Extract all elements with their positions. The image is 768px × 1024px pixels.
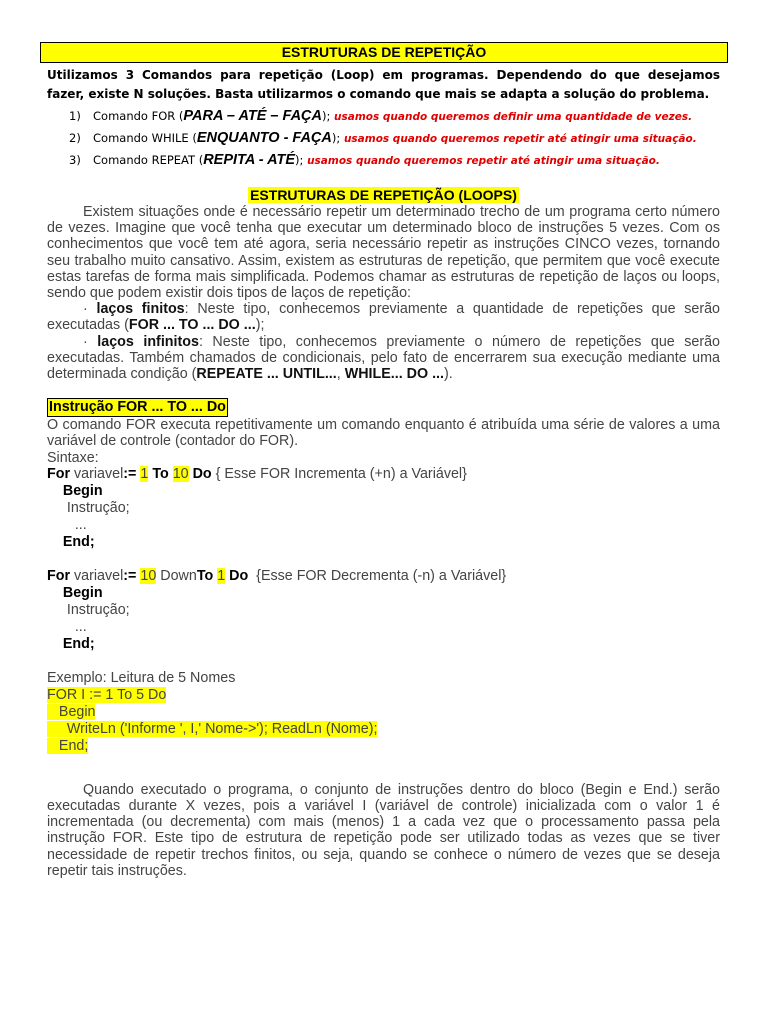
- command-number: 1): [69, 109, 81, 123]
- example-code-line: Begin: [47, 703, 96, 720]
- code-begin: Begin: [62, 584, 103, 601]
- command-prefix: Comando WHILE (: [93, 131, 197, 145]
- infinite-loops-end: ).: [444, 366, 453, 383]
- code-ellipsis: ...: [74, 516, 87, 533]
- for-description: O comando FOR executa repetitivamente um comando enquanto é atribuída uma série de valores a uma variável de controle (contador do FOR).: [47, 417, 720, 450]
- loops-paragraph: Existem situações onde é necessário repetir um determinado trecho de um programa certo número de vezes. Imagine que você tenha que executar um determinado bloco de instruções 5 vezes. Com os conhecimentos que você tem até agora, seria necessário repetir as instruções CINCO vezes, tornando seu trabalho muito cansativo. Assim, existem as estruturas de repetição, que permitem que você execute estas tarefas de forma mais simplificada. Podemos chamar as estruturas de repetição de laços ou loops, sendo que podem existir dois tipos de laços de repetição:: [47, 204, 720, 302]
- code-start-value: 10: [140, 567, 157, 584]
- document-page: [47, 42, 720, 879]
- command-suffix: );: [295, 153, 304, 167]
- infinite-loops-term: laços infinitos: [97, 333, 199, 350]
- code-assign: :=: [123, 465, 137, 482]
- infinite-loops-item: [47, 334, 720, 383]
- command-item-for: [69, 106, 720, 128]
- command-list: [47, 106, 720, 172]
- bullet: ·: [83, 301, 97, 318]
- final-paragraph: Quando executado o programa, o conjunto de instruções dentro do bloco (Begin e End.) serão executadas durante X vezes, pois a variável I (variável de controle) inicializada com o valor 1 é incrementada (ou decrementa) com mais (menos) 1 a cada vez que o processamento passa pela instrução FOR. Este tipo de estrutura de repetição pode ser utilizado todas as vezes que se tiver necessidade de repetir trechos finitos, ou seja, quando se conhece o número de vezes que se deseja repetir tais instruções.: [47, 781, 720, 879]
- code-assign: :=: [123, 567, 137, 584]
- code-comment: {Esse FOR Decrementa (-n) a Variável}: [248, 567, 507, 584]
- command-keyword: REPITA - ATÉ: [203, 152, 296, 168]
- command-item-while: [69, 128, 720, 150]
- finite-loops-code: FOR ... TO ... DO ...: [128, 317, 256, 334]
- finite-loops-item: [47, 301, 720, 333]
- command-keyword: ENQUANTO - FAÇA: [196, 130, 332, 146]
- code-end: End;: [62, 533, 95, 550]
- code-begin: Begin: [62, 482, 103, 499]
- intro-paragraph: Utilizamos 3 Comandos para repetição (Loop) em programas. Dependendo do que desejamos fazer, existe N soluções. Basta utilizarmos o comando que mais se adapta a solução do problema.: [47, 68, 720, 101]
- command-note: usamos quando queremos repetir até atingir uma situação.: [307, 155, 660, 167]
- bullet: ·: [83, 333, 98, 350]
- main-title: ESTRUTURAS DE REPETIÇÃO: [40, 42, 728, 63]
- syntax-label: Sintaxe:: [47, 449, 99, 466]
- finite-loops-text: : Neste tipo, conhecemos previamente a quantidade de repetições que serão executadas (: [47, 301, 721, 334]
- command-suffix: );: [321, 109, 331, 123]
- code-keyword-to: To: [196, 567, 214, 584]
- code-keyword-to: To: [152, 465, 169, 482]
- code-comment: { Esse FOR Incrementa (+n) a Variável}: [211, 465, 467, 482]
- finite-loops-term: laços finitos: [96, 301, 185, 318]
- infinite-loops-text: : Neste tipo, conhecemos previamente o número de repetições que serão executadas. Também chamados de condicionais, pelo fato de encerrarem sua execução mediante uma determinada condição (: [47, 333, 720, 383]
- code-keyword-for: For: [47, 567, 71, 584]
- code-start-value: 1: [140, 465, 149, 482]
- example-code-line: WriteLn ('Informe ', I,' Nome->'); ReadLn (Nome);: [47, 720, 378, 737]
- code-end-value: 10: [172, 465, 189, 482]
- command-suffix: );: [331, 131, 341, 145]
- example-label: Exemplo: Leitura de 5 Nomes: [47, 669, 236, 686]
- code-keyword-for: For: [47, 465, 71, 482]
- for-increment-syntax: [47, 466, 720, 551]
- command-number: 3): [69, 153, 81, 167]
- code-variable: variavel: [70, 567, 124, 584]
- loops-title-text: ESTRUTURAS DE REPETIÇÃO (LOOPS): [250, 187, 517, 203]
- infinite-loops-separator: ,: [336, 366, 345, 383]
- code-keyword-do: Do: [192, 465, 212, 482]
- for-section-title: Instrução FOR ... TO ... Do: [49, 399, 226, 416]
- command-prefix: Comando REPEAT (: [93, 153, 204, 167]
- infinite-loops-code-while: WHILE... DO ...: [344, 366, 445, 383]
- command-prefix: Comando FOR (: [93, 109, 184, 123]
- code-end-value: 1: [217, 567, 226, 584]
- for-decrement-syntax: [47, 568, 720, 653]
- command-keyword: PARA – ATÉ – FAÇA: [183, 108, 322, 124]
- code-down: Down: [156, 567, 197, 584]
- code-keyword-do: Do: [229, 567, 249, 584]
- example-block: [47, 670, 720, 755]
- infinite-loops-code-repeat: REPEATE ... UNTIL...: [196, 366, 337, 383]
- code-instruction: Instrução;: [66, 601, 130, 618]
- example-code-line: End;: [47, 737, 89, 754]
- command-note: usamos quando queremos definir uma quantidade de vezes.: [334, 111, 693, 123]
- code-ellipsis: ...: [74, 618, 87, 635]
- code-variable: variavel: [70, 465, 124, 482]
- example-code-line: FOR I := 1 To 5 Do: [47, 686, 167, 703]
- loops-section-title: [47, 186, 720, 204]
- command-note: usamos quando queremos repetir até atingir uma situação.: [343, 133, 697, 145]
- code-end: End;: [62, 635, 95, 652]
- command-item-repeat: [69, 150, 720, 172]
- command-number: 2): [69, 131, 81, 145]
- code-instruction: Instrução;: [66, 499, 130, 516]
- finite-loops-end: );: [255, 317, 265, 334]
